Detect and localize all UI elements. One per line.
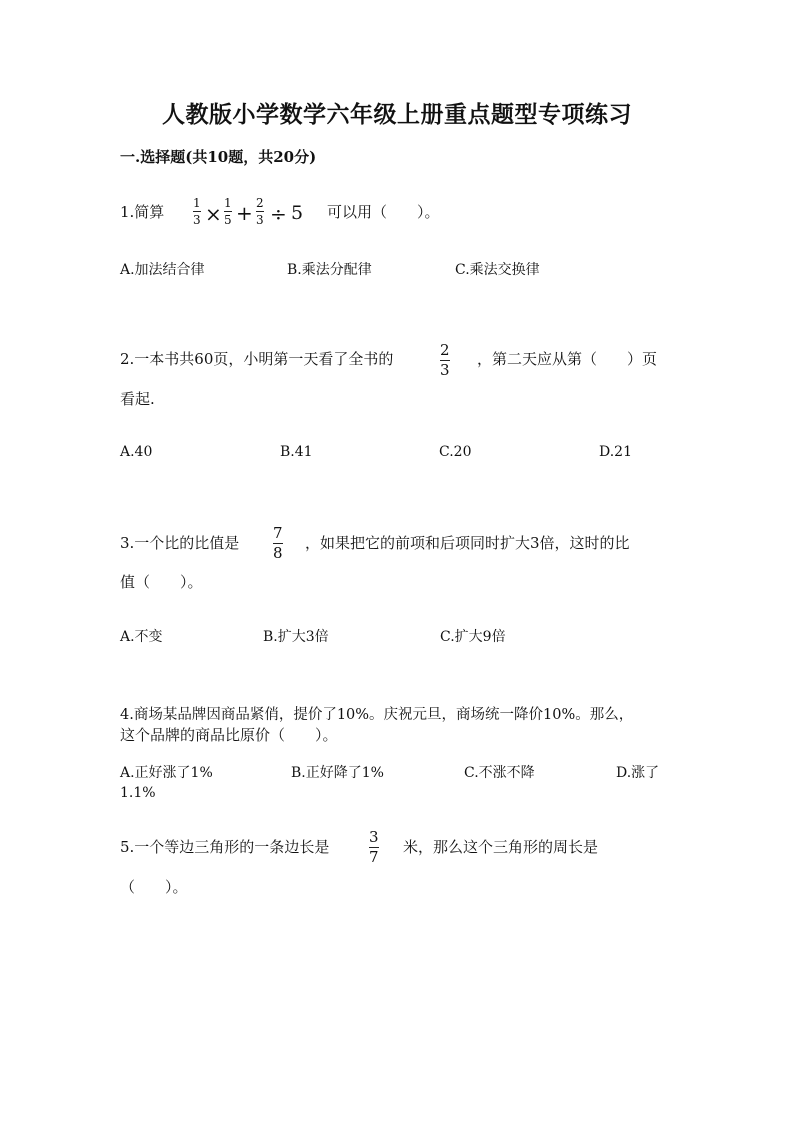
fraction-1-5 xyxy=(224,197,232,226)
question-5-prefix: 5.一个等边三角形的一条边长是 xyxy=(120,838,330,856)
option-a[interactable]: A.加法结合律 xyxy=(120,262,205,278)
question-2-line2: 看起. xyxy=(120,390,155,408)
fraction-2-3 xyxy=(256,197,264,226)
option-c[interactable]: C.扩大9倍 xyxy=(440,629,506,645)
question-4-line2: 这个品牌的商品比原价（ ）。 xyxy=(120,726,338,744)
denominator: 3 xyxy=(440,361,450,379)
numerator: 2 xyxy=(440,341,450,359)
option-b[interactable]: B.乘法分配律 xyxy=(287,262,372,278)
question-5-suffix: 米，那么这个三角形的周长是 xyxy=(403,838,599,856)
fraction-1-3 xyxy=(193,197,201,226)
question-5-line2: （ ）。 xyxy=(120,878,188,896)
option-c[interactable]: C.20 xyxy=(439,444,472,460)
division-sign: ÷ xyxy=(270,202,287,226)
question-3-suffix: ，如果把它的前项和后项同时扩大3倍，这时的比 xyxy=(305,534,630,552)
option-b[interactable]: B.41 xyxy=(280,444,313,460)
question-1-suffix: 可以用（ ）。 xyxy=(327,203,440,221)
plus-sign: + xyxy=(236,201,253,225)
page-title: 人教版小学数学六年级上册重点题型专项练习 xyxy=(162,101,632,128)
question-1-prefix: 1.简算 xyxy=(120,203,165,221)
question-3-prefix: 3.一个比的比值是 xyxy=(120,534,240,552)
option-c[interactable]: C.乘法交换律 xyxy=(455,262,540,278)
question-2-suffix: ，第二天应从第（ ）页 xyxy=(477,350,658,368)
fraction-2-3 xyxy=(440,343,450,378)
numerator: 2 xyxy=(256,196,264,210)
option-b[interactable]: B.正好降了1% xyxy=(291,765,384,781)
fraction-3-7 xyxy=(369,830,379,865)
numerator: 1 xyxy=(224,196,232,210)
denominator: 3 xyxy=(193,213,201,227)
section-heading: 一.选择题(共10题，共20分) xyxy=(120,148,317,166)
denominator: 7 xyxy=(369,848,379,866)
denominator: 5 xyxy=(224,213,232,227)
denominator: 8 xyxy=(273,544,283,562)
option-d-continuation: 1.1% xyxy=(120,785,156,801)
denominator: 3 xyxy=(256,213,264,227)
numerator: 1 xyxy=(193,196,201,210)
option-a[interactable]: A.正好涨了1% xyxy=(120,765,213,781)
number-five: 5 xyxy=(291,202,304,224)
option-d[interactable]: D.涨了 xyxy=(616,765,660,781)
fraction-7-8 xyxy=(273,526,283,561)
question-4-line1: 4.商场某品牌因商品紧俏，提价了10%。庆祝元旦，商场统一降价10%。那么， xyxy=(120,707,634,723)
option-a[interactable]: A.40 xyxy=(120,444,153,460)
option-c[interactable]: C.不涨不降 xyxy=(464,765,535,781)
numerator: 7 xyxy=(273,524,283,542)
question-3-line2: 值（ ）。 xyxy=(120,573,203,591)
times-sign: × xyxy=(205,202,222,226)
option-b[interactable]: B.扩大3倍 xyxy=(263,629,329,645)
option-d[interactable]: D.21 xyxy=(599,444,632,460)
question-2-prefix: 2.一本书共60页，小明第一天看了全书的 xyxy=(120,350,394,368)
option-a[interactable]: A.不变 xyxy=(120,629,163,645)
numerator: 3 xyxy=(369,828,379,846)
